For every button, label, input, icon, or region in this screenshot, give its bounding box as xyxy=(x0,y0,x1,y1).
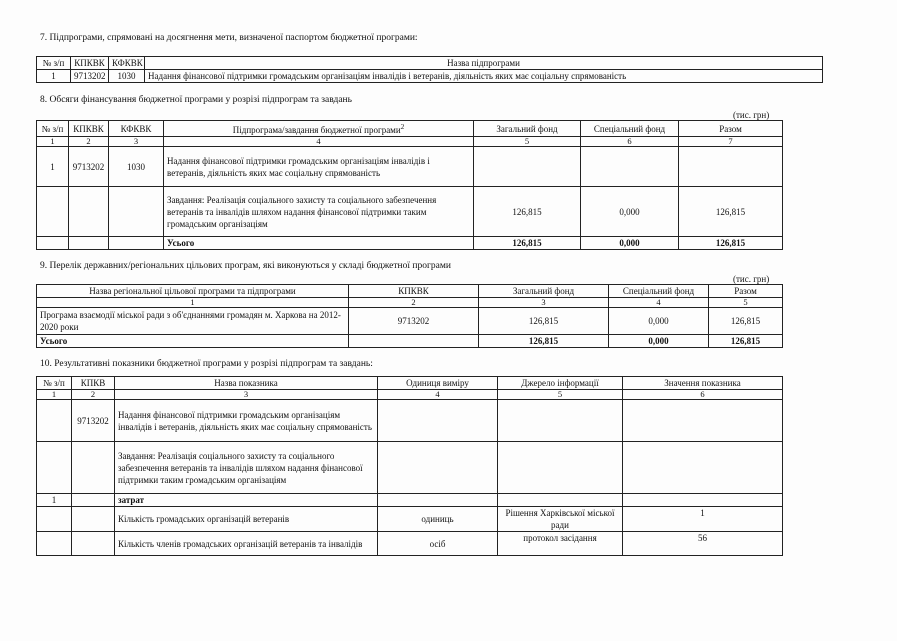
unit-label: (тис. грн) xyxy=(733,274,770,284)
cell-source: протокол засідання xyxy=(498,532,623,556)
col-num: 2 xyxy=(69,137,109,147)
table-row xyxy=(37,400,783,442)
cell-empty xyxy=(581,147,679,187)
col-num: 6 xyxy=(581,137,679,147)
cell-total: 126,815 xyxy=(709,335,783,348)
col-header-source: Джерело інформації xyxy=(498,377,623,390)
col-num: 2 xyxy=(72,390,115,400)
cell-empty xyxy=(623,494,783,507)
cell-kpkvk: 9713202 xyxy=(71,70,109,83)
col-num: 3 xyxy=(109,137,164,147)
col-header-kpkv: КПКВ xyxy=(72,377,115,390)
col-num: 5 xyxy=(474,137,581,147)
total-row xyxy=(37,335,783,348)
cell-empty xyxy=(498,442,623,494)
col-header-total: Разом xyxy=(709,285,783,298)
cell-unit: осіб xyxy=(378,532,498,556)
cell-unit: одиниць xyxy=(378,507,498,532)
col-num: 4 xyxy=(609,298,709,308)
col-header-special-fund: Спеціальний фонд xyxy=(609,285,709,298)
column-number-row xyxy=(37,298,783,308)
col-header-number: № з/п xyxy=(37,121,69,137)
cell-total: 126,815 xyxy=(679,237,783,250)
cell-empty xyxy=(69,187,109,237)
cell-empty xyxy=(498,400,623,442)
col-num: 1 xyxy=(37,298,349,308)
col-num: 5 xyxy=(498,390,623,400)
table-row xyxy=(37,507,783,532)
table-row xyxy=(37,147,783,187)
cell-program-name: Програма взаємодії міської ради з об'єднаннями громадян м. Харкова на 2012-2020 роки xyxy=(37,308,349,335)
col-header-kfkvk: КФКВК xyxy=(109,57,145,70)
cell-kpkv: 9713202 xyxy=(72,400,115,442)
col-header-number: № з/п xyxy=(37,377,72,390)
performance-indicators-table xyxy=(36,376,783,556)
col-num: 2 xyxy=(349,298,479,308)
cell-indicator-name: Кількість членів громадських організацій ветеранів та інвалідів xyxy=(115,532,378,556)
cell-empty xyxy=(72,507,115,532)
cell-special-fund: 0,000 xyxy=(581,237,679,250)
section-10-title: 10. Результативні показники бюджетної програми у розрізі підпрограм та завдань: xyxy=(40,359,373,369)
subprograms-table xyxy=(36,56,823,83)
cell-empty xyxy=(679,147,783,187)
cell-empty xyxy=(72,532,115,556)
cell-subprogram-name: Надання фінансової підтримки громадським організаціям інвалідів і ветеранів, діяльність яких має соціальну спрямованість xyxy=(115,400,378,442)
col-header-number: № з/п xyxy=(37,57,71,70)
cell-kpkvk: 9713202 xyxy=(349,308,479,335)
col-header-subprogram-task: Підпрограма/завдання бюджетної програми$^2$ xyxy=(164,121,474,137)
cell-empty xyxy=(623,442,783,494)
cell-empty xyxy=(37,442,72,494)
col-header-kpkvk: КПКВК xyxy=(349,285,479,298)
cell-empty xyxy=(37,400,72,442)
cell-special-fund: 0,000 xyxy=(609,308,709,335)
cell-source: Рішення Харківської міської ради xyxy=(498,507,623,532)
col-num: 6 xyxy=(623,390,783,400)
col-header-kfkvk: КФКВК xyxy=(109,121,164,137)
table-row xyxy=(37,70,823,83)
cell-kfkvk: 1030 xyxy=(109,147,164,187)
cell-kfkvk: 1030 xyxy=(109,70,145,83)
cell-general-fund: 126,815 xyxy=(479,308,609,335)
cell-empty xyxy=(109,237,164,250)
table-row xyxy=(37,442,783,494)
cell-empty xyxy=(378,494,498,507)
cell-general-fund: 126,815 xyxy=(474,237,581,250)
cell-empty xyxy=(623,400,783,442)
cell-empty xyxy=(378,442,498,494)
col-header-indicator-name: Назва показника xyxy=(115,377,378,390)
cell-general-fund: 126,815 xyxy=(479,335,609,348)
col-header-kpkvk: КПКВК xyxy=(69,121,109,137)
section-9-title: 9. Перелік державних/регіональних цільових програм, які виконуються у складі бюджетної програми xyxy=(40,261,451,271)
cell-number: 1 xyxy=(37,147,69,187)
table-row xyxy=(37,532,783,556)
cell-empty xyxy=(37,532,72,556)
cell-value: 1 xyxy=(623,507,783,532)
cell-total: 126,815 xyxy=(709,308,783,335)
cell-general-fund: 126,815 xyxy=(474,187,581,237)
col-num: 4 xyxy=(378,390,498,400)
cell-indicator-name: Кількість громадських організацій ветеранів xyxy=(115,507,378,532)
unit-label: (тис. грн) xyxy=(733,110,770,120)
cell-empty xyxy=(69,237,109,250)
col-num: 7 xyxy=(679,137,783,147)
cell-total-label: Усього xyxy=(164,237,474,250)
cell-empty xyxy=(474,147,581,187)
cell-task-name: Завдання: Реалізація соціального захисту та соціального забезпечення ветеранів та інвалідів шляхом надання фінансової підтримки таким громадським організаціям xyxy=(115,442,378,494)
col-num: 3 xyxy=(115,390,378,400)
column-number-row xyxy=(37,137,783,147)
col-header-total: Разом xyxy=(679,121,783,137)
col-num: 4 xyxy=(164,137,474,147)
cell-empty xyxy=(109,187,164,237)
cell-subprogram-name: Надання фінансової підтримки громадським організаціям інвалідів і ветеранів, діяльність яких має соціальну спрямованість xyxy=(145,70,823,83)
col-header-program-name: Назва регіональної цільової програми та підпрограми xyxy=(37,285,349,298)
cell-empty xyxy=(72,442,115,494)
cell-number: 1 xyxy=(37,494,72,507)
col-header-unit: Одиниця виміру xyxy=(378,377,498,390)
section-7-title: 7. Підпрограми, спрямовані на досягнення мети, визначеної паспортом бюджетної програми: xyxy=(40,33,418,43)
table-row xyxy=(37,308,783,335)
cell-category-name: затрат xyxy=(115,494,378,507)
cell-task-name: Завдання: Реалізація соціального захисту та соціального забезпечення ветеранів та інвалідів шляхом надання фінансової підтримки таким громадським організаціям xyxy=(164,187,474,237)
column-number-row xyxy=(37,390,783,400)
cell-empty xyxy=(378,400,498,442)
col-header-subprogram-name: Назва підпрограми xyxy=(145,57,823,70)
target-programs-table xyxy=(36,284,783,348)
financing-table xyxy=(36,120,783,250)
cell-value: 56 xyxy=(623,532,783,556)
cell-empty xyxy=(349,335,479,348)
table-row xyxy=(37,187,783,237)
cell-special-fund: 0,000 xyxy=(581,187,679,237)
cell-number: 1 xyxy=(37,70,71,83)
col-header-general-fund: Загальний фонд xyxy=(474,121,581,137)
cell-empty xyxy=(37,237,69,250)
cell-total-label: Усього xyxy=(37,335,349,348)
section-8-title: 8. Обсяги фінансування бюджетної програми у розрізі підпрограм та завдань xyxy=(40,95,352,105)
cell-empty xyxy=(37,507,72,532)
col-header-special-fund: Спеціальний фонд xyxy=(581,121,679,137)
total-row xyxy=(37,237,783,250)
cell-kpkvk: 9713202 xyxy=(69,147,109,187)
col-num: 1 xyxy=(37,390,72,400)
col-header-general-fund: Загальний фонд xyxy=(479,285,609,298)
cell-empty xyxy=(498,494,623,507)
col-num: 3 xyxy=(479,298,609,308)
col-header-value: Значення показника xyxy=(623,377,783,390)
cell-total: 126,815 xyxy=(679,187,783,237)
cell-empty xyxy=(72,494,115,507)
category-row xyxy=(37,494,783,507)
col-num: 5 xyxy=(709,298,783,308)
footnote-mark: 2 xyxy=(400,123,405,131)
cell-subprogram-name: Надання фінансової підтримки громадським організаціям інвалідів і ветеранів, діяльність яких має соціальну спрямованість xyxy=(164,147,474,187)
cell-empty xyxy=(37,187,69,237)
col-num: 1 xyxy=(37,137,69,147)
cell-special-fund: 0,000 xyxy=(609,335,709,348)
col-header-kpkvk: КПКВК xyxy=(71,57,109,70)
